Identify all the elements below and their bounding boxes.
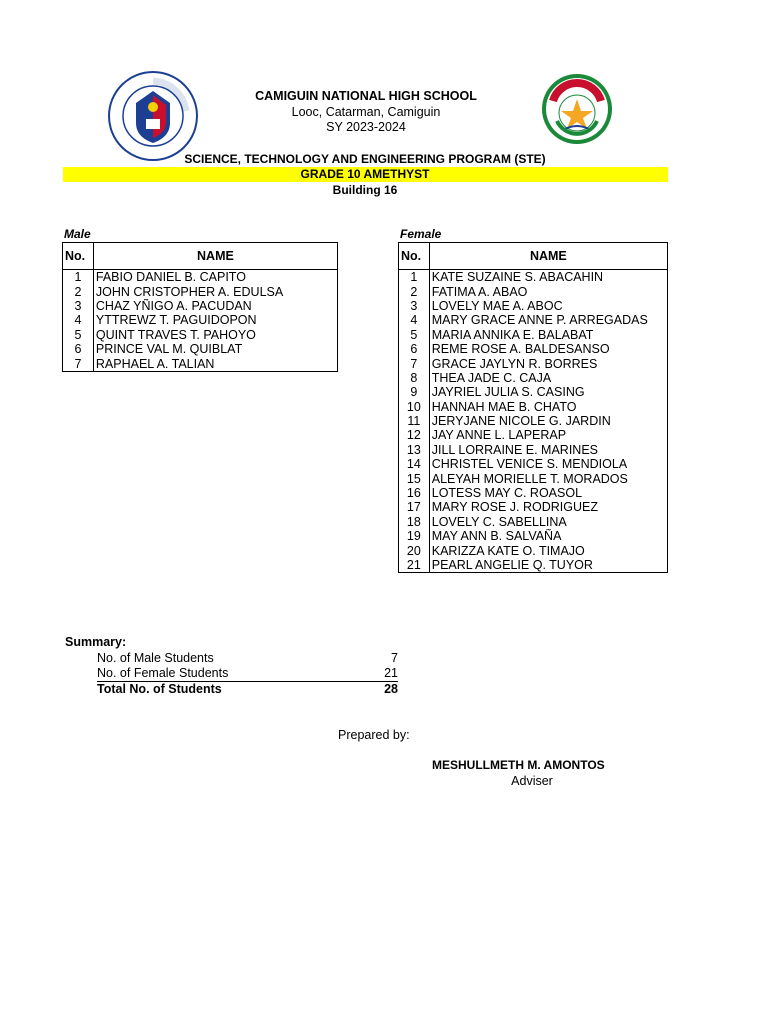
male-roster-table — [62, 242, 338, 372]
table-row — [399, 313, 668, 327]
adviser-role: Adviser — [511, 774, 553, 788]
table-row — [63, 328, 338, 342]
student-name: KARIZZA KATE O. TIMAJO — [429, 543, 667, 557]
row-number: 1 — [63, 270, 94, 285]
table-row — [399, 356, 668, 370]
row-number: 7 — [399, 356, 430, 370]
table-row — [63, 299, 338, 313]
table-row — [63, 342, 338, 356]
table-row — [399, 299, 668, 313]
row-number: 3 — [63, 299, 94, 313]
school-name: CAMIGUIN NATIONAL HIGH SCHOOL — [255, 89, 477, 103]
row-number: 11 — [399, 414, 430, 428]
female-rows — [399, 270, 668, 573]
male-section-label: Male — [64, 227, 91, 241]
row-number: 16 — [399, 486, 430, 500]
female-col-no: No. — [399, 243, 430, 270]
table-row — [399, 471, 668, 485]
student-name: LOVELY MAE A. ABOC — [429, 299, 667, 313]
summary-male-count: 7 — [391, 651, 398, 665]
student-name: LOTESS MAY C. ROASOL — [429, 486, 667, 500]
row-number: 8 — [399, 371, 430, 385]
summary-male-row — [97, 651, 398, 665]
student-name: QUINT TRAVES T. PAHOYO — [93, 328, 337, 342]
female-roster-table — [398, 242, 668, 573]
row-number: 15 — [399, 471, 430, 485]
table-row — [399, 486, 668, 500]
row-number: 6 — [399, 342, 430, 356]
student-name: LOVELY C. SABELLINA — [429, 515, 667, 529]
student-name: CHAZ YÑIGO A. PACUDAN — [93, 299, 337, 313]
table-row — [399, 414, 668, 428]
row-number: 5 — [399, 328, 430, 342]
grade-section: GRADE 10 AMETHYST — [300, 167, 430, 181]
school-address: Looc, Catarman, Camiguin — [291, 105, 441, 119]
table-row — [399, 371, 668, 385]
student-name: MARIA ANNIKA E. BALABAT — [429, 328, 667, 342]
building-label: Building 16 — [332, 183, 398, 197]
table-row — [399, 385, 668, 399]
student-name: RAPHAEL A. TALIAN — [93, 356, 337, 371]
table-row — [63, 270, 338, 285]
student-name: JAYRIEL JULIA S. CASING — [429, 385, 667, 399]
table-row — [399, 400, 668, 414]
student-name: JERYJANE NICOLE G. JARDIN — [429, 414, 667, 428]
summary-female-row — [97, 666, 398, 680]
table-row — [399, 500, 668, 514]
table-row — [63, 356, 338, 371]
summary-male-label: No. of Male Students — [97, 651, 214, 665]
student-name: GRACE JAYLYN R. BORRES — [429, 356, 667, 370]
student-name: FATIMA A. ABAO — [429, 284, 667, 298]
table-row — [399, 543, 668, 557]
row-number: 14 — [399, 457, 430, 471]
row-number: 21 — [399, 558, 430, 573]
row-number: 7 — [63, 356, 94, 371]
row-number: 6 — [63, 342, 94, 356]
male-col-name: NAME — [93, 243, 337, 270]
row-number: 3 — [399, 299, 430, 313]
row-number: 9 — [399, 385, 430, 399]
table-row — [399, 342, 668, 356]
student-name: MARY GRACE ANNE P. ARREGADAS — [429, 313, 667, 327]
row-number: 5 — [63, 328, 94, 342]
summary-female-count: 21 — [384, 666, 398, 680]
student-name: PEARL ANGELIE Q. TUYOR — [429, 558, 667, 573]
row-number: 12 — [399, 428, 430, 442]
row-number: 10 — [399, 400, 430, 414]
student-name: REME ROSE A. BALDESANSO — [429, 342, 667, 356]
student-name: JILL LORRAINE E. MARINES — [429, 443, 667, 457]
male-rows — [63, 270, 338, 372]
student-name: KATE SUZAINE S. ABACAHIN — [429, 270, 667, 285]
row-number: 13 — [399, 443, 430, 457]
row-number: 1 — [399, 270, 430, 285]
table-row — [399, 529, 668, 543]
table-row — [63, 284, 338, 298]
student-name: MARY ROSE J. RODRIGUEZ — [429, 500, 667, 514]
row-number: 2 — [399, 284, 430, 298]
summary-total-row — [97, 681, 398, 696]
table-row — [399, 457, 668, 471]
student-name: ALEYAH MORIELLE T. MORADOS — [429, 471, 667, 485]
student-name: JAY ANNE L. LAPERAP — [429, 428, 667, 442]
table-row — [399, 515, 668, 529]
table-row — [63, 313, 338, 327]
school-year: SY 2023-2024 — [326, 120, 406, 134]
program-title: SCIENCE, TECHNOLOGY AND ENGINEERING PROGRAM (STE) — [184, 152, 546, 166]
female-col-name: NAME — [429, 243, 667, 270]
row-number: 20 — [399, 543, 430, 557]
student-name: PRINCE VAL M. QUIBLAT — [93, 342, 337, 356]
table-row — [399, 428, 668, 442]
table-row — [399, 328, 668, 342]
table-row — [399, 270, 668, 285]
row-number: 2 — [63, 284, 94, 298]
student-name: JOHN CRISTOPHER A. EDULSA — [93, 284, 337, 298]
row-number: 4 — [399, 313, 430, 327]
male-col-no: No. — [63, 243, 94, 270]
table-row — [399, 558, 668, 573]
student-name: MAY ANN B. SALVAÑA — [429, 529, 667, 543]
student-name: CHRISTEL VENICE S. MENDIOLA — [429, 457, 667, 471]
student-name: YTTREWZ T. PAGUIDOPON — [93, 313, 337, 327]
student-name: FABIO DANIEL B. CAPITO — [93, 270, 337, 285]
summary-total-count: 28 — [384, 682, 398, 696]
table-row — [399, 284, 668, 298]
summary-female-label: No. of Female Students — [97, 666, 229, 680]
row-number: 4 — [63, 313, 94, 327]
adviser-name: MESHULLMETH M. AMONTOS — [432, 758, 605, 772]
row-number: 18 — [399, 515, 430, 529]
female-section-label: Female — [400, 227, 442, 241]
prepared-by-label: Prepared by: — [338, 728, 410, 742]
row-number: 17 — [399, 500, 430, 514]
summary-total-label: Total No. of Students — [97, 682, 222, 696]
table-row — [399, 443, 668, 457]
student-name: HANNAH MAE B. CHATO — [429, 400, 667, 414]
student-name: THEA JADE C. CAJA — [429, 371, 667, 385]
row-number: 19 — [399, 529, 430, 543]
summary-title: Summary: — [65, 635, 127, 649]
